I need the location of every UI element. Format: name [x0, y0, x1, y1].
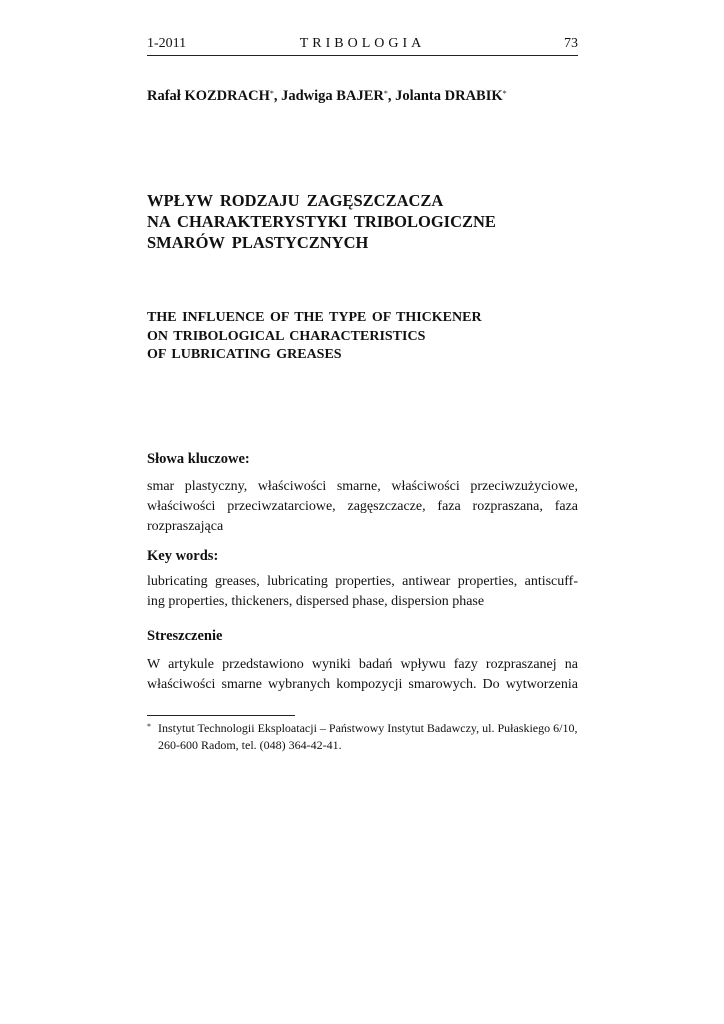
- text-line: W artykule przedstawiono wyniki badań wpływu fazy rozpraszanej na: [147, 657, 578, 672]
- author-name: Jadwiga BAJER: [281, 88, 384, 104]
- author-list: Rafał KOZDRACH*, Jadwiga BAJER*, Jolanta DRABIK*: [147, 88, 507, 104]
- text-line: smar plastyczny, właściwości smarne, właściwości przeciwzużyciowe,: [147, 479, 578, 494]
- title-line: SMARÓW PLASTYCZNYCH: [147, 233, 369, 252]
- keywords-english-text: [147, 572, 578, 612]
- title-line: WPŁYW RODZAJU ZAGĘSZCZACZA: [147, 191, 444, 210]
- title-polish: [147, 190, 578, 253]
- keywords-polish-heading: Słowa kluczowe:: [147, 451, 250, 467]
- author-name: Jolanta DRABIK: [395, 88, 503, 104]
- footnote-line: Instytut Technologii Eksploatacji – Państwowy Instytut Badawczy, ul. Pułaskiego 6/10,: [158, 721, 578, 735]
- title-line: NA CHARAKTERYSTYKI TRIBOLOGICZNE: [147, 212, 496, 231]
- footnote-mark: *: [147, 722, 151, 731]
- abstract-text: [147, 655, 578, 695]
- title-line: OF LUBRICATING GREASES: [147, 347, 342, 362]
- title-english: [147, 309, 578, 365]
- text-line: lubricating greases, lubricating properties, antiwear properties, antiscuff-: [147, 574, 578, 589]
- affiliation-mark: *: [269, 89, 274, 98]
- keywords-english-heading: Key words:: [147, 548, 219, 564]
- affiliation-footnote: [147, 720, 578, 754]
- issue-number: 1-2011: [147, 36, 187, 51]
- header-divider: [147, 55, 578, 56]
- title-line: ON TRIBOLOGICAL CHARACTERISTICS: [147, 328, 426, 344]
- affiliation-mark: *: [502, 89, 507, 98]
- title-line: THE INFLUENCE OF THE TYPE OF THICKENER: [147, 310, 482, 325]
- text-line: rozpraszająca: [147, 519, 224, 534]
- journal-name: TRIBOLOGIA: [299, 36, 426, 51]
- footnote-divider: [147, 715, 295, 716]
- text-line: właściwości przeciwzatarciowe, zagęszczacze, faza rozpraszana, faza: [147, 499, 578, 514]
- running-header: [147, 34, 578, 54]
- text-line: właściwości smarne wybranych kompozycji smarowych. Do wytworzenia: [147, 677, 578, 692]
- abstract-heading: Streszczenie: [147, 628, 223, 644]
- keywords-polish-text: [147, 477, 578, 537]
- affiliation-mark: *: [383, 89, 388, 98]
- page-number: 73: [564, 36, 578, 51]
- text-line: ing properties, thickeners, dispersed phase, dispersion phase: [147, 594, 485, 609]
- author-name: Rafał KOZDRACH: [147, 88, 270, 104]
- footnote-line: 260-600 Radom, tel. (048) 364-42-41.: [158, 738, 342, 752]
